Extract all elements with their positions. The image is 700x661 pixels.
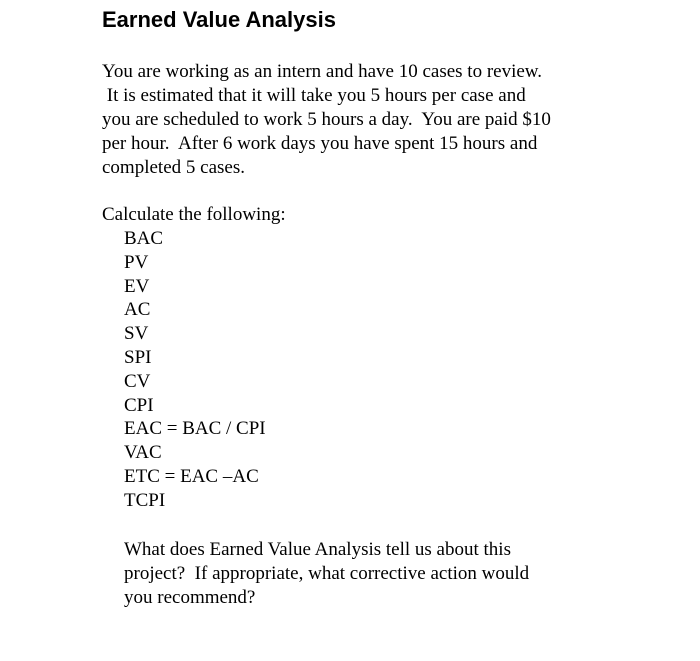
metric-item-ac: AC	[124, 299, 151, 321]
question-line: you recommend?	[124, 587, 256, 608]
calculate-heading: Calculate the following:	[102, 204, 286, 225]
metric-item-pv: PV	[124, 251, 149, 273]
metric-item-eac: EAC = BAC / CPI	[124, 418, 266, 440]
metric-item-cpi: CPI	[124, 394, 154, 416]
problem-line: It is estimated that it will take you 5 hours per case and	[102, 85, 526, 106]
metric-item-bac: BAC	[124, 228, 164, 249]
question-line: project? If appropriate, what corrective action would	[124, 563, 530, 584]
metric-item-etc: ETC = EAC –AC	[124, 465, 259, 487]
metric-item-ev: EV	[124, 275, 150, 297]
question-line: What does Earned Value Analysis tell us about this	[124, 539, 511, 560]
metric-list	[124, 227, 266, 513]
metric-item-sv: SV	[124, 323, 149, 345]
page-title: Earned Value Analysis	[102, 7, 336, 32]
problem-line: you are scheduled to work 5 hours a day. You are paid $10	[102, 109, 551, 130]
discussion-question	[124, 538, 529, 610]
metric-item-tcpi: TCPI	[124, 489, 166, 511]
metric-item-cv: CV	[124, 370, 151, 392]
problem-statement	[102, 60, 602, 180]
problem-line: You are working as an intern and have 10 cases to review.	[102, 61, 543, 82]
problem-line: per hour. After 6 work days you have spent 15 hours and	[102, 133, 538, 154]
metric-item-spi: SPI	[124, 346, 152, 368]
metric-item-vac: VAC	[124, 442, 162, 464]
problem-line: completed 5 cases.	[102, 157, 245, 178]
